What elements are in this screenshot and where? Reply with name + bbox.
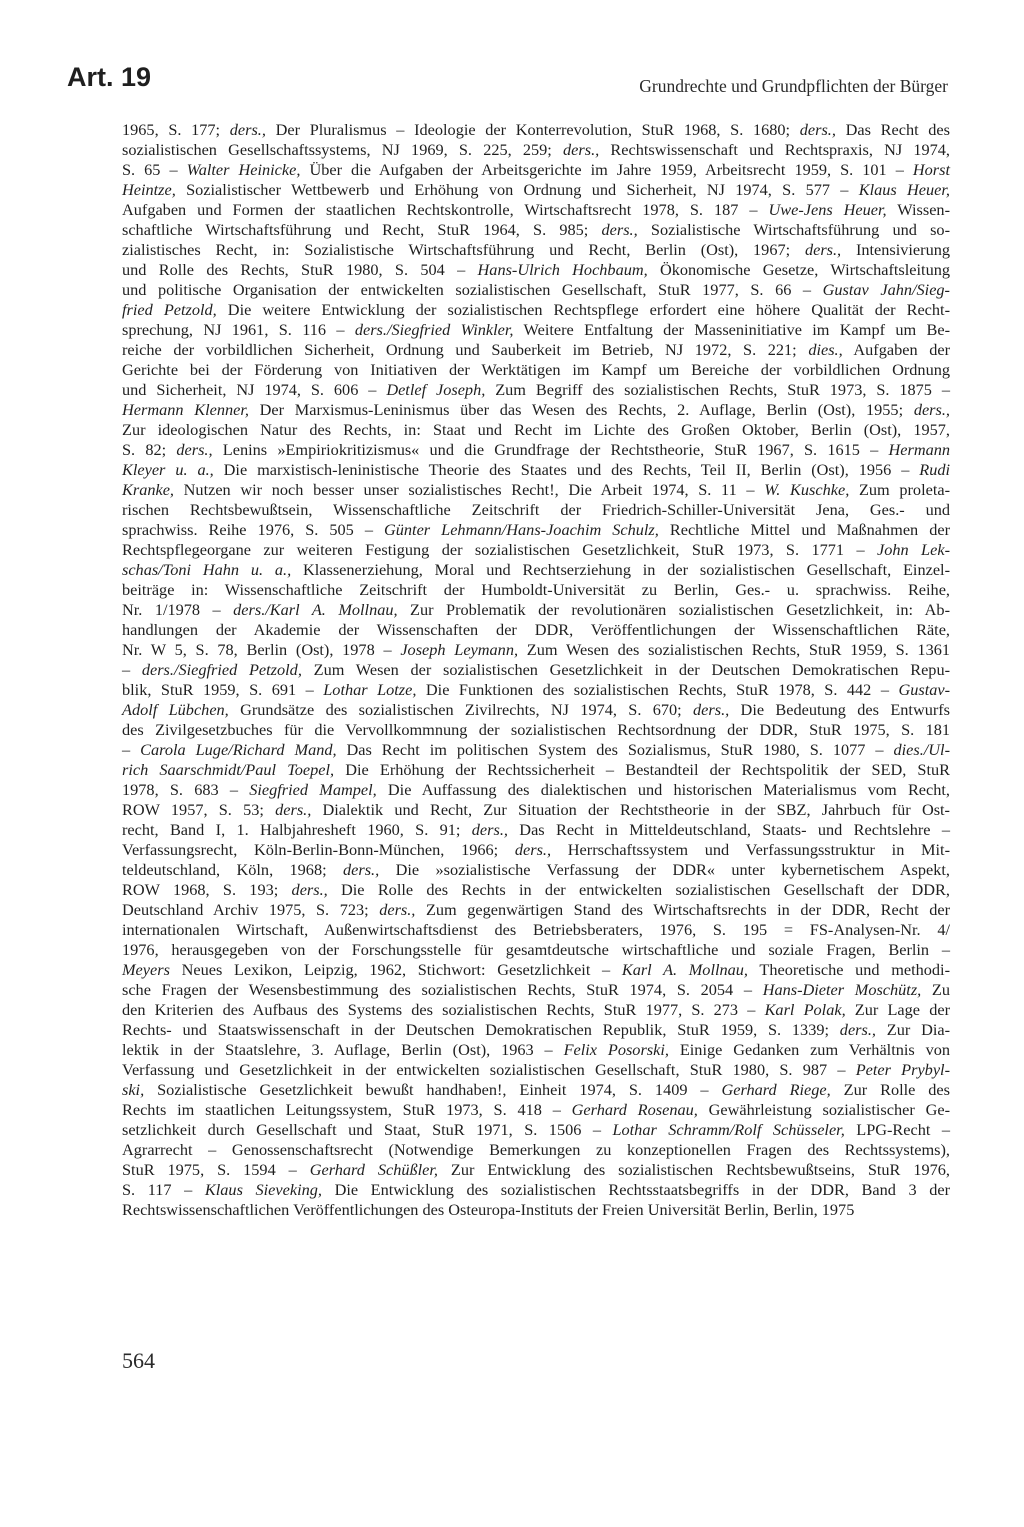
text-run: Die Erhöhung der Rechtssicherheit – Bestandteil der Rechtspolitik der SED, StuR (334, 760, 950, 779)
author-reference: Klaus Sieveking, (204, 1180, 322, 1199)
text-run: teldeutschland, Köln, 1968; (122, 860, 344, 879)
author-reference: Rudi (919, 460, 951, 479)
text-run: Die Funktionen des sozialistischen Rechts, StuR 1978, S. 442 – (416, 680, 899, 699)
text-run: Rechts im staatlichen Leitungssystem, StuR 1973, S. 418 – (122, 1100, 572, 1119)
text-line (122, 760, 950, 780)
author-reference: ders., (839, 1020, 876, 1039)
text-run: Die Entwicklung des sozialistischen Rechtsstaatsbegriffs in der DDR, Band 3 der (321, 1180, 951, 1199)
text-line (122, 220, 950, 240)
text-run: Über die Aufgaben der Arbeitsgerichte im Jahre 1959, Arbeitsrecht 1959, S. 101 – (300, 160, 913, 179)
author-reference: Uwe-Jens Heuer, (768, 200, 887, 219)
author-reference: ski, (122, 1080, 145, 1099)
text-run: Lenins »Empiriokritizismus« und die Grundfrage der Rechtstheorie, StuR 1967, S. 1615 – (212, 440, 889, 459)
author-reference: Hans-Ulrich Hochbaum, (477, 260, 648, 279)
author-reference: Detlef Joseph, (386, 380, 486, 399)
text-line (122, 900, 950, 920)
text-run: handlungen der Akademie der Wissenschaften der DDR, Veröffentlichungen der Wissenschaftlichen Räte, (122, 620, 950, 639)
author-reference: Felix Posorski, (563, 1040, 669, 1059)
text-line (122, 440, 950, 460)
author-reference: fried Petzold, (122, 300, 217, 319)
author-reference: Kleyer u. a., (122, 460, 214, 479)
author-reference: Hans-Dieter Moschütz, (762, 980, 922, 999)
article-label: Art. 19 (67, 62, 152, 92)
text-run: Wissen- (886, 200, 950, 219)
text-run: S. 82; (122, 440, 177, 459)
author-reference: ders./Siegfried Petzold, (141, 660, 302, 679)
text-run: sprachwiss. Reihe 1976, S. 505 – (122, 520, 384, 539)
text-run: Die weitere Entwicklung der sozialistischen Rechtspflege erfordert eine höhere Qualität der Recht- (216, 300, 950, 319)
author-reference: ders., (563, 140, 600, 159)
text-run: schaftliche Wirtschaftsführung und Recht, StuR 1964, S. 985; (122, 220, 602, 239)
author-reference: Walter Heinicke, (186, 160, 301, 179)
author-reference: ders., (291, 880, 328, 899)
text-run: Zur ideologischen Natur des Rechts, in: Staat und Recht im Lichte des Großen Oktober, Berlin (Ost), 1957, (122, 420, 950, 439)
text-run: Deutschland Archiv 1975, S. 723; (122, 900, 380, 919)
author-reference: schas/Toni Hahn u. a., (122, 560, 292, 579)
text-run: sche Fragen der Wesensbestimmung des sozialistischen Rechts, StuR 1974, S. 2054 – (122, 980, 763, 999)
text-line (122, 720, 950, 740)
text-line (122, 1100, 950, 1120)
author-reference: W. Kuschke, (764, 480, 850, 499)
author-reference: Günter Lehmann/Hans-Joachim Schulz, (384, 520, 659, 539)
author-reference: Heintze, (122, 180, 176, 199)
text-run: ROW 1957, S. 53; (122, 800, 276, 819)
text-line (122, 180, 950, 200)
text-run: Herrschaftssystem und Verfassungsstruktur in Mit- (551, 840, 950, 859)
text-line (122, 200, 950, 220)
text-run: Die Bedeutung des Entwurfs (729, 700, 951, 719)
author-reference: Karl Polak, (764, 1000, 846, 1019)
text-line (122, 280, 950, 300)
text-line (122, 1060, 950, 1080)
text-line (122, 980, 950, 1000)
text-run: recht, Band I, 1. Halbjahresheft 1960, S. 91; (122, 820, 472, 839)
author-reference: Kranke, (122, 480, 174, 499)
text-line (122, 740, 950, 760)
bibliography-text (122, 120, 950, 1220)
author-reference: ders., (275, 800, 312, 819)
author-reference: ders., (913, 400, 950, 419)
text-line (122, 940, 950, 960)
author-reference: Adolf Lübchen, (122, 700, 229, 719)
text-line (122, 1000, 950, 1020)
author-reference: Horst (912, 160, 950, 179)
text-run: zialistisches Recht, in: Sozialistische Wirtschaftsführung und Recht, Berlin (Ost), 1967; (122, 240, 805, 259)
text-line (122, 660, 950, 680)
text-run: 1965, S. 177; (122, 120, 230, 139)
text-run: Der Pluralismus – Ideologie der Konterrevolution, StuR 1968, S. 1680; (265, 120, 800, 139)
text-run: beiträge in: Wissenschaftliche Zeitschrift der Humboldt-Universität zu Berlin, Ges.- u. sprachwiss. Reihe, (122, 580, 950, 599)
text-run: S. 65 – (122, 160, 187, 179)
text-run: sprechung, NJ 1961, S. 116 – (122, 320, 355, 339)
text-run: und Sicherheit, NJ 1974, S. 606 – (122, 380, 387, 399)
text-run: Zum Begriff des sozialistischen Rechts, StuR 1973, S. 1875 – (485, 380, 950, 399)
author-reference: John Lek- (877, 540, 950, 559)
author-reference: ders., (229, 120, 266, 139)
text-run: des Zivilgesetzbuches für die Vervollkommnung der sozialistischen Rechtsordnung der DDR, StuR 1975, S. 181 (122, 720, 950, 739)
text-line (122, 700, 950, 720)
text-run: Die »sozialistische Verfassung der DDR« unter kybernetischem Aspekt, (379, 860, 950, 879)
text-line (122, 800, 950, 820)
text-run: LPG-Recht – (844, 1120, 951, 1139)
text-line (122, 620, 950, 640)
text-run: internationalen Wirtschaft, Außenwirtschaftsdienst des Betriebsberaters, 1976, S. 195 = FS-Analysen-Nr. 4/ (122, 920, 950, 939)
text-line (122, 680, 950, 700)
text-line (122, 1120, 950, 1140)
author-reference: Klaus Heuer, (858, 180, 950, 199)
text-run: Aufgaben der (842, 340, 950, 359)
text-run: Sozialistische Gesetzlichkeit bewußt handhaben!, Einheit 1974, S. 1409 – (144, 1080, 722, 1099)
text-line (122, 400, 950, 420)
text-line (122, 380, 950, 400)
author-reference: dies./Ul- (893, 740, 950, 759)
text-line (122, 540, 950, 560)
author-reference: ders., (799, 120, 836, 139)
text-run: Klassenerziehung, Moral und Rechtserziehung in der sozialistischen Gesellschaft, Einzel- (291, 560, 950, 579)
author-reference: ders., (693, 700, 730, 719)
text-run: Zum proleta- (849, 480, 950, 499)
text-line (122, 340, 950, 360)
text-run: 1978, S. 683 – (122, 780, 250, 799)
text-line (122, 640, 950, 660)
text-run: Das Recht im politischen System des Sozialismus, StuR 1980, S. 1077 – (336, 740, 894, 759)
author-reference: Hermann (888, 440, 950, 459)
text-line (122, 120, 950, 140)
text-run: sozialistischen Gesellschaftssystems, NJ 1969, S. 225, 259; (122, 140, 564, 159)
text-run: und Rolle des Rechts, StuR 1980, S. 504 – (122, 260, 478, 279)
text-line (122, 920, 950, 940)
text-line (122, 1200, 950, 1220)
text-run: Zum Wesen der sozialistischen Gesetzlichkeit in der Deutschen Demokratischen Repu- (301, 660, 951, 679)
text-run: Grundsätze des sozialistischen Zivilrechts, NJ 1974, S. 670; (228, 700, 694, 719)
text-run: Zur Dia- (875, 1020, 951, 1039)
author-reference: Joseph Leymann, (400, 640, 519, 659)
text-run: Das Recht in Mitteldeutschland, Staats- und Rechtslehre – (507, 820, 950, 839)
text-run: Theoretische und methodi- (748, 960, 950, 979)
text-line (122, 960, 950, 980)
text-line (122, 780, 950, 800)
author-reference: Carola Luge/Richard Mand, (140, 740, 337, 759)
text-run: und politische Organisation der entwickelten sozialistischen Gesellschaft, StuR 1977, S. 66 – (122, 280, 823, 299)
text-line (122, 820, 950, 840)
text-run: Sozialistischer Wettbewerb und Erhöhung von Ordnung und Sicherheit, NJ 1974, S. 577 – (175, 180, 859, 199)
text-run: Die Rolle des Rechts in der entwickelten sozialistischen Gesellschaft der DDR, (327, 880, 950, 899)
author-reference: dies., (808, 340, 843, 359)
text-line (122, 860, 950, 880)
text-line (122, 500, 950, 520)
author-reference: ders., (514, 840, 552, 859)
text-run: Nr. 1/1978 – (122, 600, 234, 619)
text-run: ROW 1968, S. 193; (122, 880, 292, 899)
text-run: reiche der vorbildlichen Sicherheit, Ordnung und Sauberkeit im Betrieb, NJ 1972, S. 221; (122, 340, 809, 359)
author-reference: Gerhard Schüßler, (309, 1160, 438, 1179)
text-line (122, 520, 950, 540)
author-reference: Meyers (122, 960, 170, 979)
text-run: Aufgaben und Formen der staatlichen Rechtskontrolle, Wirtschaftsrecht 1978, S. 187 – (122, 200, 769, 219)
author-reference: ders., (601, 220, 638, 239)
text-run: Zur Rolle des (830, 1080, 950, 1099)
author-reference: Karl A. Mollnau, (621, 960, 748, 979)
author-reference: ders., (343, 860, 380, 879)
text-run: – (122, 740, 141, 759)
text-line (122, 1080, 950, 1100)
page-number: 564 (122, 1348, 155, 1373)
text-line (122, 1040, 950, 1060)
text-run: lektik in der Staatslehre, 3. Auflage, Berlin (Ost), 1963 – (122, 1040, 564, 1059)
author-reference: Lothar Lotze, (323, 680, 417, 699)
author-reference: ders., (471, 820, 508, 839)
text-run: Rechts- und Staatswissenschaft in der Deutschen Demokratischen Republik, StuR 1959, S. 1339; (122, 1020, 840, 1039)
author-reference: Gerhard Rosenau, (571, 1100, 698, 1119)
text-run: Der Marxismus-Leninismus über das Wesen des Rechts, 2. Auflage, Berlin (Ost), 1955; (248, 400, 914, 419)
text-run: Zur Lage der (845, 1000, 950, 1019)
text-run: Weitere Entfaltung der Masseninitiative im Kampf um Be- (513, 320, 951, 339)
text-run: Zur Problematik der revolutionären sozialistischen Gesetzlichkeit, in: Ab- (397, 600, 950, 619)
text-run: Neues Lexikon, Leipzig, 1962, Stichwort: Gesetzlichkeit – (169, 960, 622, 979)
text-line (122, 1180, 950, 1200)
text-run: Zu (921, 980, 950, 999)
text-line (122, 1020, 950, 1040)
text-line (122, 560, 950, 580)
text-run: Agrarrecht – Genossenschaftsrecht (Notwendige Bemerkungen zu konzeptionellen Fragen des Rechtssystems), (122, 1140, 950, 1159)
text-line (122, 320, 950, 340)
author-reference: Peter Prybyl- (855, 1060, 950, 1079)
text-run: S. 117 – (122, 1180, 205, 1199)
text-run: 1976, herausgegeben von der Forschungsstelle für gesamtdeutsche wirtschaftliche und soziale Fragen, Berlin – (122, 940, 950, 959)
text-run: Rechtspflegeorgane zur weiteren Festigung der sozialistischen Gesetzlichkeit, StuR 1973, S. 1771 – (122, 540, 877, 559)
text-run: Gewährleistung sozialistischer Ge- (697, 1100, 950, 1119)
text-run: Rechtswissenschaft und Rechtspraxis, NJ 1974, (599, 140, 951, 159)
text-line (122, 1160, 950, 1180)
text-line (122, 240, 950, 260)
text-run: Zur Entwicklung des sozialistischen Rechtsbewußtseins, StuR 1976, (437, 1160, 950, 1179)
running-head: Grundrechte und Grundpflichten der Bürger (639, 76, 948, 96)
author-reference: Hermann Klenner, (122, 400, 249, 419)
text-line (122, 160, 950, 180)
text-line (122, 840, 950, 860)
text-run: den Kriterien des Aufbaus des Systems des sozialistischen Rechts, StuR 1977, S. 273 – (122, 1000, 765, 1019)
text-run: blik, StuR 1959, S. 691 – (122, 680, 324, 699)
text-line (122, 260, 950, 280)
author-reference: rich Saarschmidt/Paul Toepel, (122, 760, 335, 779)
text-line (122, 420, 950, 440)
text-line (122, 880, 950, 900)
text-run: Einige Gedanken zum Verhältnis von (668, 1040, 951, 1059)
text-run: Zum Wesen des sozialistischen Rechts, StuR 1959, S. 1361 (518, 640, 950, 659)
text-line (122, 480, 950, 500)
text-run: – (122, 660, 142, 679)
text-line (122, 460, 950, 480)
text-run: Nr. W 5, S. 78, Berlin (Ost), 1978 – (122, 640, 401, 659)
text-run: Rechtswissenschaftlichen Veröffentlichungen des Osteuropa-Instituts der Freien Universität Berlin, Berlin, 1975 (122, 1200, 855, 1219)
text-run: Intensivierung (841, 240, 950, 259)
author-reference: Gustav Jahn/Sieg- (822, 280, 950, 299)
text-run: Zum gegenwärtigen Stand des Wirtschaftsrechts in der DDR, Recht der (415, 900, 951, 919)
text-run: setzlichkeit durch Gesellschaft und Staat, StuR 1971, S. 1506 – (122, 1120, 613, 1139)
text-run: StuR 1975, S. 1594 – (122, 1160, 310, 1179)
text-run: Gerichte bei der Förderung von Initiativen der Werktätigen im Kampf um Bereiche der vorbildlichen Ordnung (122, 360, 950, 379)
author-reference: Gerhard Riege, (721, 1080, 831, 1099)
text-run: Sozialistische Wirtschaftsführung und so- (637, 220, 950, 239)
text-run: Die marxistisch-leninistische Theorie des Staates und des Rechts, Teil II, Berlin (Ost), 1956 – (213, 460, 920, 479)
author-reference: ders./Siegfried Winkler, (354, 320, 514, 339)
text-run: Dialektik und Recht, Zur Situation der Rechtstheorie in der SBZ, Jahrbuch für Ost- (311, 800, 950, 819)
text-run: Rechtliche Mittel und Maßnahmen der (658, 520, 951, 539)
author-reference: Siegfried Mampel, (249, 780, 377, 799)
author-reference: ders., (804, 240, 842, 259)
text-line (122, 1140, 950, 1160)
text-line (122, 300, 950, 320)
text-run: Verfassung und Gesetzlichkeit in der entwickelten sozialistischen Gesellschaft, StuR 1980, S. 987 – (122, 1060, 856, 1079)
text-line (122, 580, 950, 600)
author-reference: ders., (379, 900, 416, 919)
text-run: Die Auffassung des dialektischen und historischen Materialismus vom Recht, (376, 780, 950, 799)
text-run: Ökonomische Gesetze, Wirtschaftsleitung (647, 260, 950, 279)
author-reference: ders., (176, 440, 213, 459)
text-run: rischen Rechtsbewußtsein, Wissenschaftliche Zeitschrift der Friedrich-Schiller-Universität Jena, Ges.- und (122, 500, 950, 519)
text-run: Verfassungsrecht, Köln-Berlin-Bonn-München, 1966; (122, 840, 515, 859)
author-reference: ders./Karl A. Mollnau, (233, 600, 398, 619)
text-line (122, 360, 950, 380)
text-run: Nutzen wir noch besser unser sozialistisches Recht!, Die Arbeit 1974, S. 11 – (174, 480, 765, 499)
text-line (122, 140, 950, 160)
author-reference: Lothar Schramm/Rolf Schüsseler, (612, 1120, 845, 1139)
text-run: Das Recht des (835, 120, 950, 139)
text-line (122, 600, 950, 620)
author-reference: Gustav- (898, 680, 950, 699)
